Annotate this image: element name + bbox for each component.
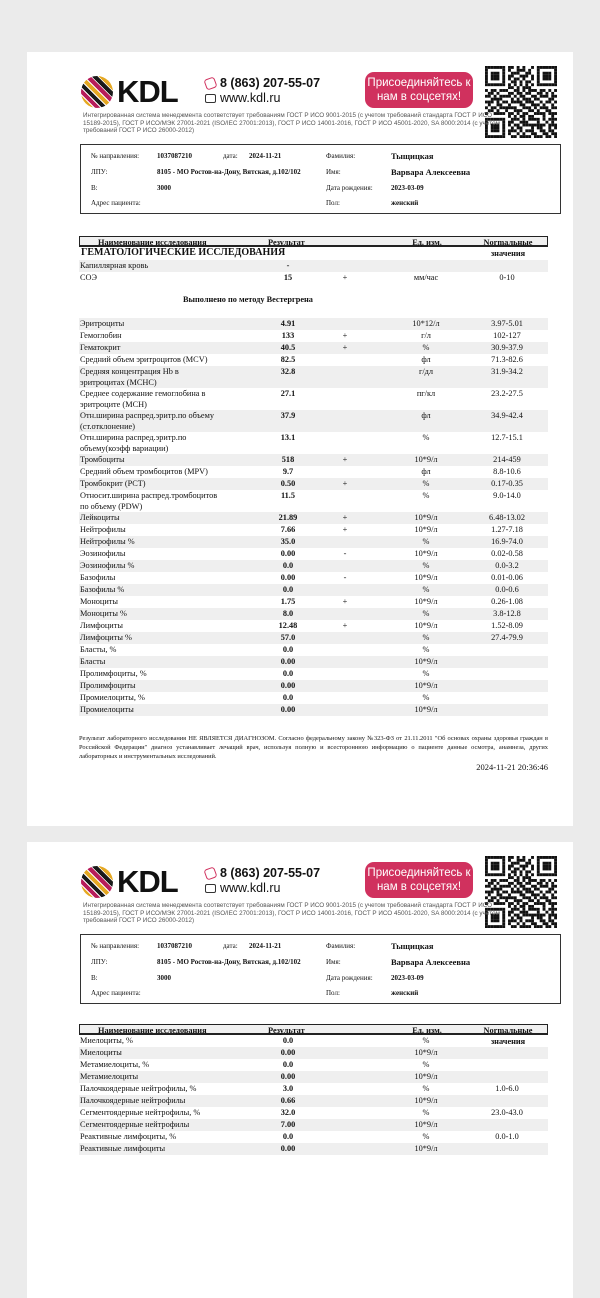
table-row (79, 1119, 548, 1131)
col-name-header: Наименование исследования (98, 1026, 207, 1035)
test-unit: 10*9/л (414, 1096, 438, 1105)
reference-range: 1.0-6.0 (495, 1084, 519, 1093)
test-name: Сегментоядерные нейтрофилы, % (80, 1108, 201, 1117)
test-unit: 10*9/л (414, 573, 438, 582)
test-name-line: объему(коэфф вариации) (80, 444, 169, 453)
reference-range: 8.8-10.6 (493, 467, 521, 476)
test-name (80, 490, 217, 512)
test-name: Гемоглобин (80, 331, 122, 340)
table-row (79, 620, 548, 632)
deviation-flag: + (342, 621, 348, 630)
table-row (79, 410, 548, 432)
table-row (79, 272, 548, 284)
b-value: 3000 (157, 184, 171, 192)
phone-number[interactable]: 8 (863) 207-55-07 (220, 76, 321, 90)
test-result: 0.0 (282, 1060, 294, 1069)
table-row (79, 330, 548, 342)
test-result: 518 (281, 455, 295, 464)
test-result: 57.0 (280, 633, 296, 642)
patient-surname: Тыщицкая (391, 151, 434, 161)
test-name: Базофилы (80, 573, 116, 582)
table-row (79, 1035, 548, 1047)
test-name-line: эритроците (MCH) (80, 400, 147, 409)
patient-name: Варвара Алексеевна (391, 167, 471, 177)
test-unit: 10*9/л (414, 1120, 438, 1129)
test-name: Гематокрит (80, 343, 121, 352)
test-unit: % (422, 669, 430, 678)
test-result: 0.0 (282, 1132, 294, 1141)
test-unit: 10*9/л (414, 681, 438, 690)
test-unit: 10*9/л (414, 621, 438, 630)
reference-range: 0.0-0.6 (495, 585, 519, 594)
test-result: 0.00 (280, 705, 296, 714)
reference-range: 23.2-27.5 (491, 389, 523, 398)
test-name: Тромбокрит (PCT) (80, 479, 146, 488)
contact-block (205, 76, 320, 106)
iso-certification-text: Интегрированная система менеджмента соответствует требованиям ГОСТ Р ИСО 9001-2015 (с учетом требований стандарта ГОСТ Р ИСО 15189-2015), ГОСТ Р ИСО/МЭК 27001-2021 (ISO/IEC 27001:2013), ГОСТ Р ИСО 14001-2016, ГОСТ Р ИСО 45001-2020, SA 8000:2014 (с учётом требований ГОСТ Р ИСО 26000-2012) (83, 112, 500, 135)
test-result: 0.00 (280, 573, 296, 582)
name-label: Имя: (326, 958, 341, 966)
reference-range: 30.9-37.9 (491, 343, 523, 352)
table-row (79, 680, 548, 692)
kdl-logo-mark-icon (81, 866, 113, 898)
test-name-line: Средняя концентрация Hb в (80, 367, 179, 376)
brand-name: KDL (117, 74, 178, 109)
test-unit: мм/час (413, 273, 439, 282)
test-name: Базофилы % (80, 585, 125, 594)
lpu-label: ЛПУ: (91, 168, 108, 176)
test-name: Метамиелоциты (80, 1072, 139, 1081)
table-row (79, 318, 548, 330)
results-table-page-2 (79, 1024, 548, 1155)
phone-number[interactable]: 8 (863) 207-55-07 (220, 866, 321, 880)
report-header (27, 52, 573, 207)
table-row (79, 354, 548, 366)
test-result: 0.00 (280, 1048, 296, 1057)
test-name: Сегментоядерные нейтрофилы (80, 1120, 190, 1129)
table-row (79, 1131, 548, 1143)
deviation-flag: - (343, 573, 347, 582)
deviation-flag: + (342, 455, 348, 464)
deviation-flag: + (342, 525, 348, 534)
test-result: 0.0 (282, 693, 294, 702)
test-result: 3.0 (282, 1084, 294, 1093)
reference-range: 214-459 (493, 455, 521, 464)
date-label: дата: (223, 942, 238, 950)
deviation-flag: + (342, 513, 348, 522)
test-unit: 10*9/л (414, 455, 438, 464)
test-name: Бласты, % (80, 645, 117, 654)
report-header (27, 842, 573, 997)
test-name: Лимфоциты (80, 621, 123, 630)
test-name: Моноциты % (80, 609, 127, 618)
rows-group-page-2 (79, 1035, 548, 1155)
reference-range: 0.0-1.0 (495, 1132, 519, 1141)
test-unit: % (422, 537, 430, 546)
kdl-logo-mark-icon (81, 76, 113, 108)
test-result: 7.66 (280, 525, 296, 534)
test-unit: 10*9/л (414, 597, 438, 606)
method-note: Выполнено по методу Вестергрена (183, 295, 313, 304)
test-name: Эозинофилы (80, 549, 126, 558)
col-norm-header: Normальные значения (483, 1026, 533, 1046)
table-row (79, 668, 548, 680)
referral-label: № направления: (91, 152, 140, 160)
test-result: 15 (283, 273, 293, 282)
test-name: Метамиелоциты, % (80, 1060, 150, 1069)
table-row (79, 1083, 548, 1095)
test-unit: % (422, 479, 430, 488)
table-row (79, 342, 548, 354)
test-result: 0.00 (280, 1144, 296, 1153)
reference-range: 9.0-14.0 (493, 491, 521, 500)
test-result: 27.1 (280, 389, 296, 398)
table-row (79, 584, 548, 596)
table-row (79, 596, 548, 608)
deviation-flag: + (342, 479, 348, 488)
table-row (79, 656, 548, 668)
test-result: 0.00 (280, 657, 296, 666)
table-row (79, 432, 548, 454)
surname-label: Фамилия: (326, 152, 356, 160)
patient-dob: 2023-03-09 (391, 974, 424, 982)
test-unit: % (422, 1108, 430, 1117)
test-name: Палочкоядерные нейтрофилы, % (80, 1084, 197, 1093)
test-name: Миелоциты (80, 1048, 122, 1057)
referral-date: 2024-11-21 (249, 152, 282, 160)
test-result: 8.0 (282, 609, 294, 618)
website-link[interactable]: www.kdl.ru (220, 881, 281, 895)
test-unit: 10*9/л (414, 657, 438, 666)
table-row (79, 478, 548, 490)
reference-range: 0.26-1.08 (491, 597, 523, 606)
test-unit: % (422, 491, 430, 500)
test-name-line: (ст.отклонение) (80, 422, 135, 431)
iso-certification-text: Интегрированная система менеджмента соответствует требованиям ГОСТ Р ИСО 9001-2015 (с учетом требований стандарта ГОСТ Р ИСО 15189-2015), ГОСТ Р ИСО/МЭК 27001-2021 (ISO/IEC 27001:2013), ГОСТ Р ИСО 14001-2016, ГОСТ Р ИСО 45001-2020, SA 8000:2014 (с учётом требований ГОСТ Р ИСО 26000-2012) (83, 902, 500, 925)
date-label: дата: (223, 152, 238, 160)
test-result: 40.5 (280, 343, 296, 352)
deviation-flag: + (342, 331, 348, 340)
test-name: Пролимфоциты (80, 681, 136, 690)
table-row (79, 704, 548, 716)
reference-range: 1.52-8.09 (491, 621, 523, 630)
reference-range: 102-127 (493, 331, 521, 340)
test-name: Средний объем эритроцитов (MCV) (80, 355, 208, 364)
test-unit: % (422, 1132, 430, 1141)
table-row (79, 1047, 548, 1059)
test-name: Реактивные лимфоциты, % (80, 1132, 177, 1141)
col-unit-header: Ед. изм. (412, 1026, 442, 1035)
test-result: 12.48 (278, 621, 298, 630)
table-row (79, 572, 548, 584)
test-name: Лейкоциты (80, 513, 120, 522)
test-unit: % (422, 343, 430, 352)
test-name: Нейтрофилы (80, 525, 126, 534)
patient-surname: Тыщицкая (391, 941, 434, 951)
test-name-line: Относит.ширина распред.тромбоцитов (80, 491, 218, 500)
table-row (79, 388, 548, 410)
table-row (79, 608, 548, 620)
table-row (79, 366, 548, 388)
test-name: Пролимфоциты, % (80, 669, 147, 678)
test-unit: 10*9/л (414, 1048, 438, 1057)
table-row (79, 560, 548, 572)
test-result: 35.0 (280, 537, 296, 546)
test-name: Тромбоциты (80, 455, 125, 464)
table-row (79, 1071, 548, 1083)
test-result: 1.75 (280, 597, 296, 606)
test-result: 133 (281, 331, 295, 340)
test-unit: % (422, 1084, 430, 1093)
b-label: В: (91, 974, 98, 982)
report-timestamp: 2024-11-21 20:36:46 (476, 762, 548, 772)
contact-block (205, 866, 320, 896)
deviation-flag: + (342, 343, 348, 352)
reference-range: 34.9-42.4 (491, 411, 523, 420)
test-name: Промиелоциты (80, 705, 134, 714)
patient-sex: женский (391, 989, 419, 997)
reference-range: 27.4-79.9 (491, 633, 523, 642)
table-row (79, 454, 548, 466)
rows-group-a (79, 260, 548, 284)
test-unit: 10*9/л (414, 1072, 438, 1081)
test-unit: % (422, 693, 430, 702)
test-name (80, 388, 205, 410)
patient-info-box (80, 144, 561, 214)
deviation-flag: + (342, 597, 348, 606)
test-result: 0.00 (280, 1072, 296, 1081)
lpu-label: ЛПУ: (91, 958, 108, 966)
test-name-line: Отн.ширина распред.эритр.по объему (80, 411, 215, 420)
rows-group-main (79, 318, 548, 716)
test-unit: фл (421, 411, 431, 420)
test-result: 7.00 (280, 1120, 296, 1129)
test-result: 32.8 (280, 367, 296, 376)
kdl-logo (81, 866, 178, 898)
referral-date: 2024-11-21 (249, 942, 282, 950)
patient-info-box (80, 934, 561, 1004)
address-label: Адрес пациента: (91, 199, 141, 207)
reference-range: 71.3-82.6 (491, 355, 523, 364)
sex-label: Пол: (326, 989, 340, 997)
deviation-flag: - (343, 549, 347, 558)
test-name: Эозинофилы % (80, 561, 135, 570)
social-promo-badge[interactable]: Присоединяйтесь к нам в соцсетях! (365, 862, 473, 898)
test-name: Лимфоциты % (80, 633, 132, 642)
table-row (79, 490, 548, 512)
test-result: 13.1 (280, 433, 296, 442)
reference-range: 23.0-43.0 (491, 1108, 523, 1117)
col-unit-header: Ед. изм. (412, 238, 442, 247)
table-row (79, 1143, 548, 1155)
table-row (79, 1095, 548, 1107)
test-unit: % (422, 585, 430, 594)
test-unit: 10*9/л (414, 513, 438, 522)
test-unit: 10*9/л (414, 705, 438, 714)
table-row (79, 1059, 548, 1071)
test-name: Бласты (80, 657, 106, 666)
test-name: Промиелоциты, % (80, 693, 145, 702)
test-name: Средний объем тромбоцитов (MPV) (80, 467, 208, 476)
b-value: 3000 (157, 974, 171, 982)
test-unit: г/дл (418, 367, 434, 376)
table-row (79, 524, 548, 536)
test-unit: % (422, 609, 430, 618)
surname-label: Фамилия: (326, 942, 356, 950)
results-table (79, 236, 548, 716)
dob-label: Дата рождения: (326, 184, 373, 192)
reference-range: 3.97-5.01 (491, 319, 523, 328)
col-result-header: Результат (268, 1026, 305, 1035)
test-result: 4.91 (280, 319, 296, 328)
kdl-logo (81, 76, 178, 108)
patient-dob: 2023-03-09 (391, 184, 424, 192)
test-result: 0.0 (282, 561, 294, 570)
referral-number: 1037087210 (157, 942, 192, 950)
test-name: Капиллярная кровь (80, 261, 149, 270)
table-row (79, 548, 548, 560)
table-row (79, 644, 548, 656)
test-name: Нейтрофилы % (80, 537, 135, 546)
test-result: 32.0 (280, 1108, 296, 1117)
test-name (80, 432, 186, 454)
test-result: 0.0 (282, 1036, 294, 1045)
test-unit: % (422, 633, 430, 642)
table-row (79, 692, 548, 704)
test-name-line: Отн.ширина распред.эритр.по (80, 433, 187, 442)
test-unit: % (422, 433, 430, 442)
brand-name: KDL (117, 864, 178, 899)
name-label: Имя: (326, 168, 341, 176)
phone-icon (203, 76, 217, 90)
col-norm-header: Normальные значения (483, 238, 533, 258)
reference-range: 0.01-0.06 (491, 573, 523, 582)
test-name-line: эритроцитах (MCHC) (80, 378, 157, 387)
reference-range: 0-10 (499, 273, 515, 282)
social-promo-badge[interactable]: Присоединяйтесь к нам в соцсетях! (365, 72, 473, 108)
test-result: - (286, 261, 290, 270)
report-page-1 (27, 52, 573, 826)
test-name-line: по объему (PDW) (80, 502, 143, 511)
reference-range: 3.8-12.8 (493, 609, 521, 618)
test-result: 11.5 (280, 491, 296, 500)
test-name (80, 410, 214, 432)
reference-range: 12.7-15.1 (491, 433, 523, 442)
test-name: Эритроциты (80, 319, 125, 328)
test-unit: % (422, 1060, 430, 1069)
patient-sex: женский (391, 199, 419, 207)
phone-icon (203, 866, 217, 880)
test-result: 21.89 (278, 513, 298, 522)
disclaimer-note: Результат лабораторного исследования НЕ ЯВЛЯЕТСЯ ДИАГНОЗОМ. Согласно федеральному закону №323-ФЗ от 21.11.2011 "Об основах охраны здоровья граждан в Российской Федерации" диагноз устанавливает лечащий врач, используя полную и всестороннюю информацию о пациенте данные осмотра, анамнеза, других лабораторных и инструментальных исследований. (79, 735, 548, 760)
sex-label: Пол: (326, 199, 340, 207)
reference-range: 31.9-34.2 (491, 367, 523, 376)
deviation-flag: + (342, 273, 348, 282)
test-result: 37.9 (280, 411, 296, 420)
address-label: Адрес пациента: (91, 989, 141, 997)
reference-range: 6.48-13.02 (489, 513, 525, 522)
test-name: Миелоциты, % (80, 1036, 133, 1045)
test-result: 0.0 (282, 585, 294, 594)
reference-range: 1.27-7.18 (491, 525, 523, 534)
patient-name: Варвара Алексеевна (391, 957, 471, 967)
table-row (79, 466, 548, 478)
monitor-icon (205, 94, 216, 103)
reference-range: 0.0-3.2 (495, 561, 519, 570)
referral-label: № направления: (91, 942, 140, 950)
test-unit: 10*9/л (414, 1144, 438, 1153)
col-result-header: Результат (268, 238, 305, 247)
test-result: 82.5 (280, 355, 296, 364)
test-name-line: Среднее содержание гемоглобина в (80, 389, 206, 398)
table-row (79, 632, 548, 644)
b-label: В: (91, 184, 98, 192)
report-page-2 (27, 842, 573, 1298)
test-unit: % (422, 645, 430, 654)
monitor-icon (205, 884, 216, 893)
website-link[interactable]: www.kdl.ru (220, 91, 281, 105)
dob-label: Дата рождения: (326, 974, 373, 982)
test-result: 0.0 (282, 669, 294, 678)
test-result: 0.50 (280, 479, 296, 488)
test-name: Палочкоядерные нейтрофилы (80, 1096, 186, 1105)
col-name-header: Наименование исследования (98, 238, 207, 247)
reference-range: 16.9-74.0 (491, 537, 523, 546)
reference-range: 0.17-0.35 (491, 479, 523, 488)
test-result: 0.66 (280, 1096, 296, 1105)
table-row (79, 1107, 548, 1119)
test-name (80, 366, 179, 388)
test-result: 9.7 (282, 467, 294, 476)
test-unit: фл (421, 467, 431, 476)
test-name: СОЭ (80, 273, 98, 282)
reference-range: 0.02-0.58 (491, 549, 523, 558)
test-name: Реактивные лимфоциты (80, 1144, 166, 1153)
table-row (79, 512, 548, 524)
test-unit: 10*12/л (412, 319, 440, 328)
test-unit: % (422, 561, 430, 570)
test-result: 0.00 (280, 549, 296, 558)
test-unit: 10*9/л (414, 525, 438, 534)
lpu-value: 8105 - МО Ростов-на-Дону, Вятская, д.102/102 (157, 168, 301, 176)
test-unit: 10*9/л (414, 549, 438, 558)
table-row (79, 536, 548, 548)
test-unit: фл (421, 355, 431, 364)
table-row (79, 260, 548, 272)
test-result: 0.0 (282, 645, 294, 654)
test-unit: г/л (421, 331, 431, 340)
section-title: ГЕМАТОЛОГИЧЕСКИЕ ИССЛЕДОВАНИЯ (81, 247, 286, 258)
lpu-value: 8105 - МО Ростов-на-Дону, Вятская, д.102/102 (157, 958, 301, 966)
test-name: Моноциты (80, 597, 118, 606)
test-unit: пг/кл (416, 389, 436, 398)
test-result: 0.00 (280, 681, 296, 690)
referral-number: 1037087210 (157, 152, 192, 160)
test-unit: % (422, 1036, 430, 1045)
